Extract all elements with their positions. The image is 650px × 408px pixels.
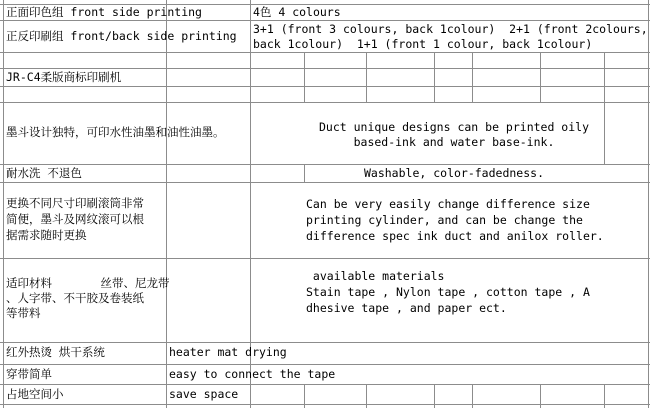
cylinder-change-value-line-1: Can be very easily change difference size [306,197,590,211]
col-line [434,52,435,102]
materials-label-line-3: 等带料 [6,306,41,320]
materials-label-line-1: 适印材料 丝带、尼龙带 [6,276,170,290]
col-line [366,52,367,102]
row-line [0,404,650,405]
col-line [304,384,305,408]
col-line [366,384,367,408]
machine-model-label: JR-C4柔版商标印刷机 [6,70,122,84]
row-line [0,52,650,53]
row-line [0,182,650,183]
drying-system-label: 红外热烫 烘干系统 [6,345,105,359]
row-line [0,258,650,259]
ink-duct-label: 墨斗设计独特，可印水性油墨和油性油墨。 [6,125,225,139]
front-side-printing-label: 正面印色组 front side printing [6,5,202,19]
col-line [540,384,541,408]
materials-value-line-3: dhesive tape , and paper ect. [306,301,507,315]
materials-label-line-2: 、人字带、不干胶及卷装纸 [6,291,144,305]
row-line [0,68,650,69]
materials-value-line-2: Stain tape , Nylon tape , cotton tape , A [306,285,590,299]
tape-threading-label: 穿带简单 [6,367,52,381]
ink-duct-value-line-2: based-ink and water base-ink. [353,135,555,149]
footprint-value: save space [169,387,239,401]
row-line [0,20,650,21]
col-line [472,52,473,102]
col-line [166,0,167,408]
col-line [3,0,4,408]
footprint-label: 占地空间小 [6,387,64,401]
col-line [304,52,305,102]
washable-value: Washable, color-fadedness. [363,166,544,180]
col-line [540,52,541,102]
front-back-printing-value-line-2: back 1colour) 1+1 (front 1 colour, back 1colour) [253,37,593,51]
col-line [472,384,473,408]
cylinder-change-value-line-3: difference spec ink duct and anilox roller. [306,229,604,243]
cylinder-change-label-line-3: 据需求随时更换 [6,228,87,242]
front-back-printing-label: 正反印刷组 front/back side printing [6,29,237,43]
materials-value-line-1: available materials [306,269,445,283]
row-line [0,86,650,87]
col-line [434,384,435,408]
front-side-printing-value: 4色 4 colours [253,5,341,19]
cylinder-change-label-line-1: 更换不同尺寸印刷滚筒非常 [6,196,144,210]
col-line [648,0,649,408]
cylinder-change-label-line-2: 简便，墨斗及网纹滚可以根 [6,212,144,226]
tape-threading-value: easy to connect the tape [169,367,336,381]
col-line [604,52,605,164]
row-line [0,102,650,103]
front-back-printing-value-line-1: 3+1 (front 3 colours, back 1colour) 2+1 (front 2colours, [253,22,648,36]
row-line [0,384,650,385]
ink-duct-value-line-1: Duct unique designs can be printed oily [318,120,590,134]
washable-label: 耐水洗 不退色 [6,166,82,180]
row-line [0,164,650,165]
col-line [604,384,605,408]
row-line [0,364,650,365]
cylinder-change-value-line-2: printing cylinder, and can be change the [306,213,583,227]
row-line [0,342,650,343]
drying-system-value: heater mat drying [169,345,287,359]
